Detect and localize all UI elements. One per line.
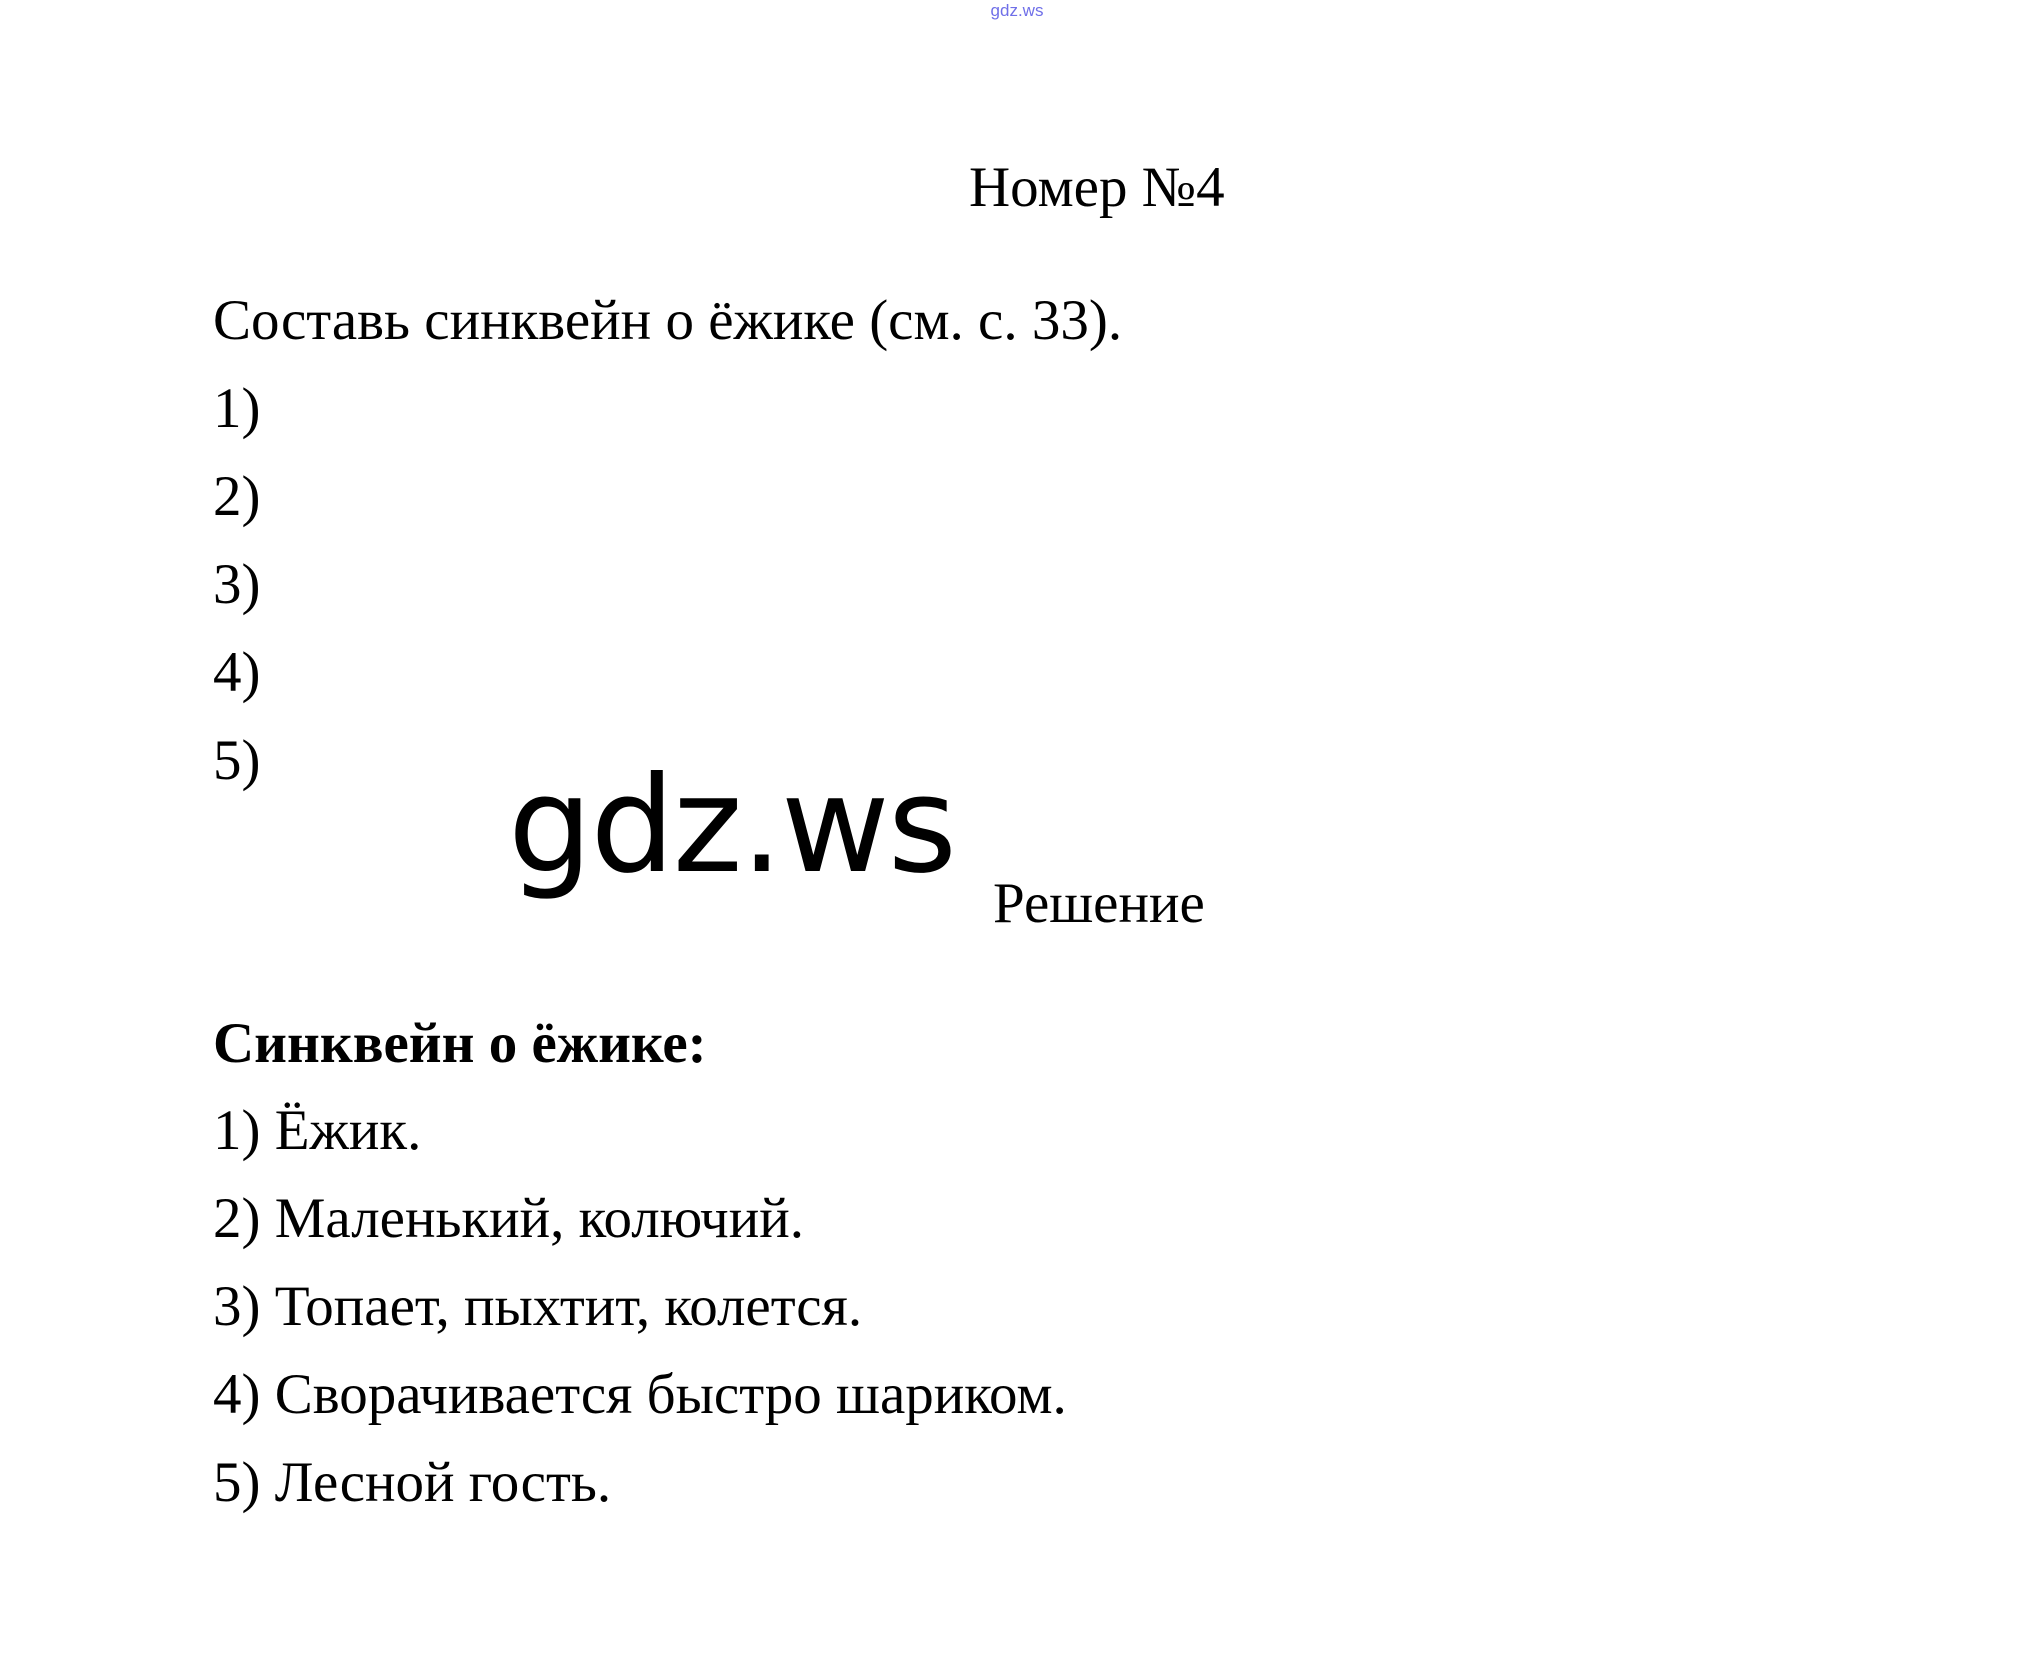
blank-line-1: 1) <box>213 377 261 440</box>
answer-line-2: 2) Маленький, колючий. <box>213 1187 804 1250</box>
answer-line-5: 5) Лесной гость. <box>213 1451 612 1514</box>
watermark-top: gdz.ws <box>990 1 1044 20</box>
answer-line-3: 3) Топает, пыхтит, колется. <box>213 1275 863 1338</box>
watermark-logo: gdz.ws <box>508 749 956 903</box>
answer-line-1: 1) Ёжик. <box>213 1099 422 1162</box>
blank-line-2: 2) <box>213 465 261 528</box>
blank-line-4: 4) <box>213 641 261 704</box>
blank-line-5: 5) <box>213 729 261 792</box>
answer-heading: Синквейн о ёжике: <box>213 1012 707 1075</box>
answer-line-4: 4) Сворачивается быстро шариком. <box>213 1363 1067 1426</box>
solution-label: Решение <box>993 872 1205 935</box>
task-text: Составь синквейн о ёжике (см. с. 33). <box>213 289 1123 352</box>
blank-line-3: 3) <box>213 553 261 616</box>
page-title: Номер №4 <box>969 156 1225 219</box>
